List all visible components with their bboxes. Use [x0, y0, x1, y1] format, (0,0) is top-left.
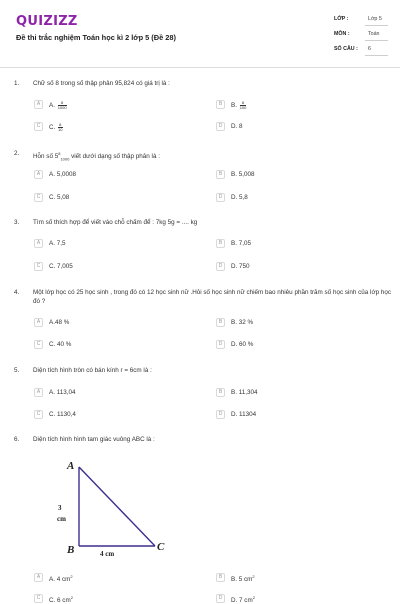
- mixed-number-denominator: 1000: [60, 156, 70, 162]
- mixed-number-numerator: 8: [58, 151, 61, 156]
- question-text: Diện tích hình hình tam giác vuông ABC là :: [33, 436, 155, 443]
- option-letter-box: A: [34, 239, 43, 248]
- option-text: B. 32 %: [231, 319, 254, 326]
- option-letter-box: A: [34, 100, 43, 109]
- fraction: $\frac{8}{10}$: [58, 122, 63, 132]
- option-text: D. 750: [231, 263, 250, 270]
- class-value: Lớp 5: [368, 16, 382, 22]
- question-number: 1.: [14, 80, 20, 87]
- option-text: C. 7,005: [49, 263, 73, 270]
- option-letter-box: C: [34, 340, 43, 349]
- option-text: B. 5,008: [231, 171, 255, 178]
- subject-underline: [365, 40, 388, 41]
- option-letter-box: D: [216, 193, 225, 202]
- option-letter-box: A: [34, 388, 43, 397]
- question-text: Chữ số 8 trong số thập phân 95,824 có giá trị là :: [33, 80, 170, 87]
- option-letter-box: B: [216, 318, 225, 327]
- option-letter-box: B: [216, 170, 225, 179]
- question-number: 4.: [14, 289, 20, 296]
- fraction: $\frac{8}{1000}$: [57, 100, 67, 110]
- option-letter-box: A: [34, 318, 43, 327]
- option-letter-box: A: [34, 170, 43, 179]
- option-letter-box: D: [216, 594, 225, 603]
- question-number: 2.: [14, 150, 20, 157]
- side-ab-length-value: 3: [58, 504, 62, 512]
- question-number: 3.: [14, 219, 20, 226]
- option-text: C. 1130,4: [49, 411, 76, 418]
- side-ab-length-unit: cm: [57, 515, 66, 523]
- header-divider: [0, 67, 400, 68]
- vertex-label-a: A: [67, 460, 75, 472]
- option-letter-box: A: [34, 573, 43, 582]
- option-letter-box: B: [216, 388, 225, 397]
- option-text: D. 5,8: [231, 194, 248, 201]
- option-letter-box: B: [216, 573, 225, 582]
- option-text: B. 7,05: [231, 240, 251, 247]
- option-letter-box: D: [216, 262, 225, 271]
- option-text: A. $\frac{8}{1000}$: [49, 100, 67, 110]
- option-text: B. 5 $cm^2$: [231, 574, 255, 584]
- option-letter-box: D: [216, 340, 225, 349]
- right-triangle-diagram: [50, 455, 180, 567]
- option-text: C. 40 %: [49, 341, 72, 348]
- class-label: LỚP :: [334, 16, 349, 22]
- option-letter-box: C: [34, 122, 43, 131]
- question-count-underline: [365, 55, 388, 56]
- side-bc-length: 4 cm: [100, 550, 115, 558]
- option-letter-box: C: [34, 594, 43, 603]
- option-letter-box: B: [216, 100, 225, 109]
- question-text: Tìm số thích hợp để viết vào chỗ chấm để : 7kg 5g = .... kg: [33, 219, 198, 226]
- worksheet-title: Đề thi trắc nghiệm Toán học kì 2 lớp 5 (Đề 28): [16, 33, 176, 42]
- option-text: C. $\frac{8}{10}$: [49, 122, 63, 132]
- question-text: Hỗn số $5^8_{1000}$ viết dưới dạng số thập phân là :: [33, 151, 160, 162]
- option-letter-box: D: [216, 122, 225, 131]
- option-text: A. 5,0008: [49, 171, 76, 178]
- question-count-label: SỐ CÂU :: [334, 46, 358, 52]
- triangle-side-ca: [79, 467, 155, 546]
- fraction: $\frac{8}{100}$: [239, 100, 247, 110]
- question-number: 6.: [14, 436, 20, 443]
- vertex-label-b: B: [67, 544, 75, 556]
- worksheet-header: [0, 0, 400, 66]
- vertex-label-c: C: [157, 541, 165, 553]
- option-text: D. 7 $cm^2$: [231, 595, 255, 604]
- option-letter-box: D: [216, 410, 225, 419]
- question-text: Diện tích hình tròn có bán kính r = 6cm là :: [33, 367, 152, 374]
- option-letter-box: C: [34, 262, 43, 271]
- option-letter-box: C: [34, 410, 43, 419]
- option-text: B. 11,304: [231, 389, 258, 396]
- class-underline: [365, 25, 388, 26]
- option-text: D. 11304: [231, 411, 257, 418]
- option-letter-box: C: [34, 193, 43, 202]
- option-text: D. 8: [231, 123, 243, 130]
- subject-label: MÔN :: [334, 31, 350, 37]
- option-text: B. $\frac{8}{100}$: [231, 100, 247, 110]
- option-text: C. 6 $cm^2$: [49, 595, 73, 604]
- option-text: A. 4 $cm^2$: [49, 574, 73, 584]
- quizizz-logo: QUIZIZZ: [16, 14, 78, 29]
- subject-value: Toán: [368, 31, 380, 37]
- option-text: A.48 %: [49, 319, 70, 326]
- option-text: C. 5,08: [49, 194, 70, 201]
- option-letter-box: B: [216, 239, 225, 248]
- question-number: 5.: [14, 367, 20, 374]
- option-text: A. 113,04: [49, 389, 76, 396]
- option-text: D. 60 %: [231, 341, 254, 348]
- option-text: A. 7,5: [49, 240, 66, 247]
- question-count-value: 6: [368, 46, 371, 52]
- question-text: Một lớp học có 25 học sinh , trong đó có 12 học sinh nữ .Hỏi số học sinh nữ chiếm bao nhiêu phần trăm số học sinh của lớp học đó ?: [33, 289, 391, 305]
